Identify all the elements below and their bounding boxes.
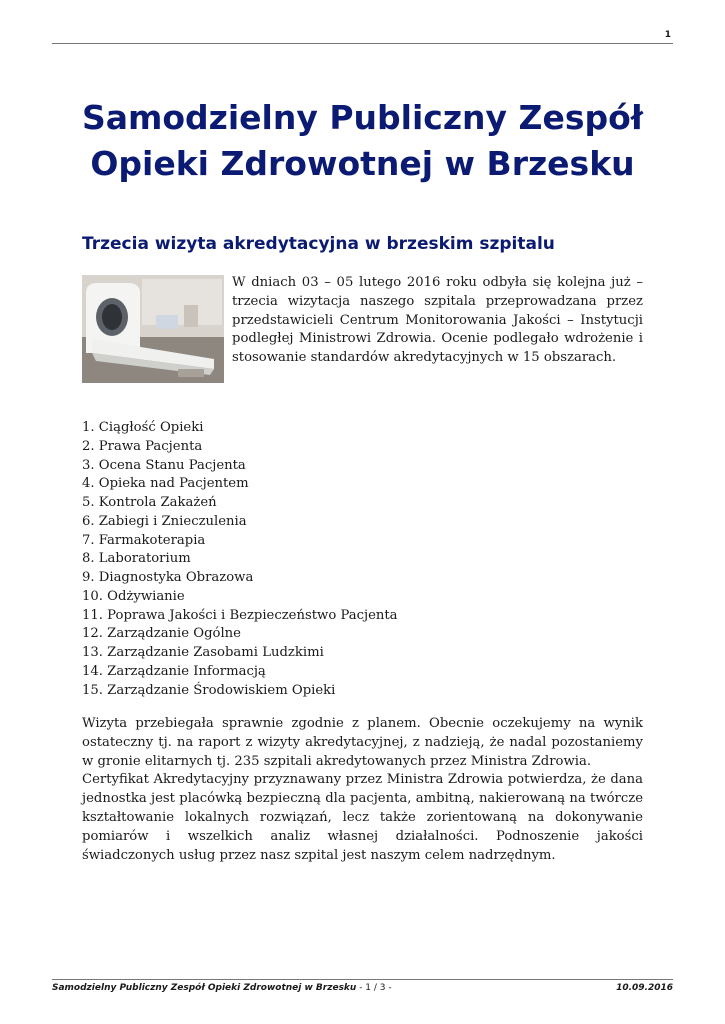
footer-site-name: Samodzielny Publiczny Zespół Opieki Zdrowotnej w Brzesku xyxy=(52,983,357,993)
summary-section xyxy=(82,715,643,865)
list-item: 13. Zarządzanie Zasobami Ludzkimi xyxy=(82,645,324,660)
certificate-paragraph: Certyfikat Akredytacyjny przyznawany przez Ministra Zdrowia potwierdza, że dana jednostka jest placówką bezpieczną dla pacjenta, ambitną, nakierowaną na twórcze kształtowanie lokalnych rozwiązań, lecz także zorientowaną na dokonywanie pomiarów i wszelkich analiz własnej działalności. Podnoszenie jakości świadczonych usług przez nasz szpital jest naszym celem nadrzędnym. xyxy=(82,772,643,863)
list-item: 11. Poprawa Jakości i Bezpieczeństwo Pacjenta xyxy=(82,607,398,623)
list-item: 10. Odżywianie xyxy=(82,588,185,604)
footer-page-count: - 1 / 3 - xyxy=(359,983,392,993)
accreditation-areas-list xyxy=(82,419,398,700)
footer-divider xyxy=(52,979,673,980)
visit-paragraph: Wizyta przebiegała sprawnie zgodnie z planem. Obecnie oczekujemy na wynik ostateczny tj. na raport z wizyty akredytacyjnej, z nadzieją, że nadal pozostaniemy w gronie elitarnych tj. 235 szpitali akredytowanych przez Ministra Zdrowia. xyxy=(82,716,643,769)
list-item: 5. Kontrola Zakażeń xyxy=(82,495,217,510)
list-item: 4. Opieka nad Pacjentem xyxy=(82,476,249,492)
intro-paragraph: W dniach 03 – 05 lutego 2016 roku odbyła się kolejna już – trzecia wizytacja naszego szpitala przeprowadzana przez przedstawicieli Centrum Monitorowania Jakości – Instytucji podległej Ministrowi Zdrowia. Ocenie podlegało wdrożenie i stosowanie standardów akredytacyjnych w 15 obszarach. xyxy=(232,275,643,366)
site-title: Samodzielny Publiczny Zespół Opieki Zdrowotnej w Brzesku xyxy=(81,98,644,183)
list-item: 3. Ocena Stanu Pacjenta xyxy=(82,457,246,473)
list-item: 2. Prawa Pacjenta xyxy=(82,438,203,454)
list-item: 6. Zabiegi i Znieczulenia xyxy=(82,513,247,529)
list-item: 9. Diagnostyka Obrazowa xyxy=(82,570,254,585)
list-item: 12. Zarządzanie Ogólne xyxy=(82,626,241,642)
list-item: 1. Ciągłość Opieki xyxy=(82,420,204,435)
header-divider xyxy=(52,43,673,44)
list-item: 7. Farmakoterapia xyxy=(82,532,206,548)
ct-scanner-photo xyxy=(82,275,224,383)
list-item: 8. Laboratorium xyxy=(82,551,191,567)
list-item: 15. Zarządzanie Środowiskiem Opieki xyxy=(82,682,336,698)
footer-date: 10.09.2016 xyxy=(616,983,673,993)
list-item: 14. Zarządzanie Informacją xyxy=(82,663,266,679)
page-number: 1 xyxy=(664,30,671,40)
article-title: Trzecia wizyta akredytacyjna w brzeskim szpitalu xyxy=(82,234,555,254)
footer-site xyxy=(52,983,392,993)
